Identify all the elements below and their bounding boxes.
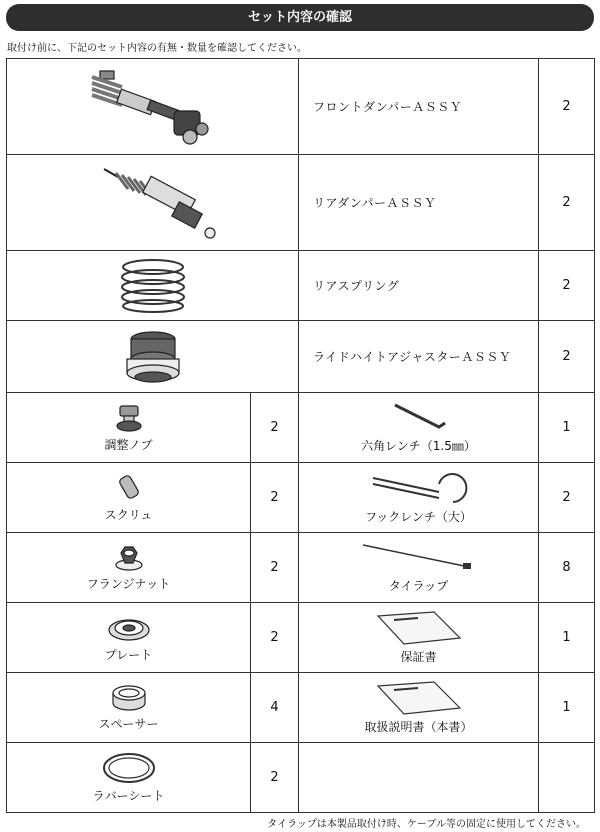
item-name: 調整ノブ [104, 438, 153, 452]
item-qty: 2 [539, 251, 595, 321]
item-qty: 2 [539, 321, 595, 393]
rubber-sheet-icon [101, 751, 157, 785]
item-cell [299, 673, 539, 743]
item-name: タイラップ [388, 579, 449, 593]
item-qty: 1 [539, 603, 595, 673]
item-name: フロントダンパーＡＳＳＹ [299, 59, 539, 155]
item-name: リアダンパーＡＳＳＹ [299, 155, 539, 251]
item-name: スペーサー [98, 717, 159, 731]
item-name: ライドハイトアジャスターＡＳＳＹ [299, 321, 539, 393]
table-row [7, 393, 595, 463]
item-qty: 2 [539, 463, 595, 533]
item-name: ラバーシート [92, 789, 165, 803]
rear-damper-icon [78, 163, 228, 243]
item-cell [299, 603, 539, 673]
item-image-cell [7, 155, 299, 251]
item-qty: 2 [251, 603, 299, 673]
spacer-icon [109, 683, 149, 713]
item-qty: 2 [539, 59, 595, 155]
item-qty: 2 [251, 393, 299, 463]
item-qty: 2 [539, 155, 595, 251]
section-title: セット内容の確認 [247, 10, 352, 25]
table-row [7, 603, 595, 673]
item-cell [7, 463, 251, 533]
item-name: フランジナット [86, 577, 171, 591]
parts-table [6, 58, 595, 813]
table-row [7, 321, 595, 393]
item-qty: 2 [251, 533, 299, 603]
ride-height-adjuster-icon [118, 327, 188, 387]
flange-nut-icon [114, 543, 144, 573]
intro-text: 取付け前に、下記のセット内容の有無・数量を確認してください。 [7, 43, 307, 54]
item-name: プレート [104, 648, 153, 662]
item-cell [299, 393, 539, 463]
item-image-cell [7, 59, 299, 155]
table-row [7, 463, 595, 533]
adjust-knob-icon [114, 402, 144, 434]
item-cell [7, 533, 251, 603]
item-qty: 2 [251, 463, 299, 533]
item-qty: 4 [251, 673, 299, 743]
item-name: リアスプリング [299, 251, 539, 321]
item-name: 取扱説明書（本書） [364, 720, 473, 734]
hex-wrench-icon [389, 401, 449, 435]
item-cell [7, 393, 251, 463]
item-name: フックレンチ（大） [365, 510, 472, 524]
screw-icon [114, 472, 144, 504]
item-cell [7, 603, 251, 673]
item-name: 保証書 [400, 650, 437, 664]
footnote: タイラップは本製品取付け時、ケーブル等の固定に使用してください。 [267, 819, 586, 830]
table-row [7, 743, 595, 813]
table-row [7, 155, 595, 251]
item-name: 六角レンチ（1.5㎜） [361, 439, 476, 453]
empty-cell [299, 743, 539, 813]
item-cell [299, 533, 539, 603]
table-row [7, 251, 595, 321]
item-image-cell [7, 251, 299, 321]
item-name: スクリュ [104, 508, 153, 522]
item-cell [7, 743, 251, 813]
warranty-icon [374, 610, 464, 646]
item-image-cell [7, 321, 299, 393]
plate-icon [106, 612, 152, 644]
table-row [7, 533, 595, 603]
item-qty: 1 [539, 393, 595, 463]
item-qty: 1 [539, 673, 595, 743]
front-damper-icon [78, 65, 228, 149]
table-row [7, 673, 595, 743]
table-row [7, 59, 595, 155]
item-cell [299, 463, 539, 533]
hook-wrench-icon [369, 470, 469, 506]
item-qty: 8 [539, 533, 595, 603]
item-cell [7, 673, 251, 743]
item-qty: 2 [251, 743, 299, 813]
empty-cell [539, 743, 595, 813]
cable-tie-icon [359, 541, 479, 575]
manual-icon [374, 680, 464, 716]
rear-spring-icon [108, 257, 198, 315]
section-title-banner [6, 4, 594, 31]
